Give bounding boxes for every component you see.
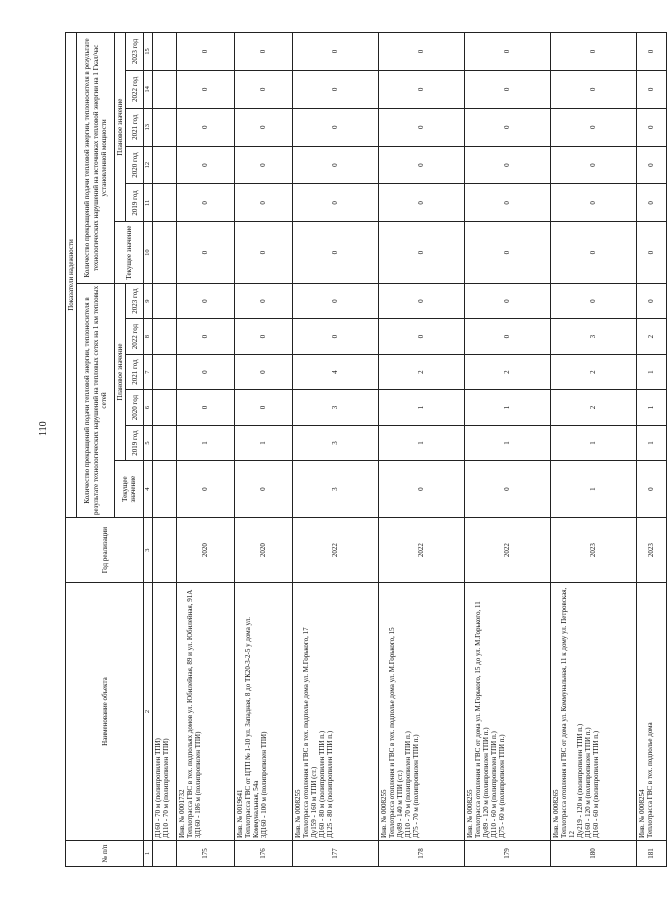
column-number: 13 [144, 108, 152, 146]
row-number: 181 [636, 840, 666, 866]
rotated-table-wrapper [65, 32, 656, 867]
table-row [152, 33, 176, 867]
source-value: 0 [378, 108, 464, 146]
object-name [378, 583, 464, 841]
planned-a-header: Плановое значение [115, 283, 126, 460]
network-value: 1 [636, 390, 666, 425]
current-a-header: Текущее значение [115, 461, 144, 518]
network-value: 1 [176, 425, 234, 460]
object-name-line: ЗД160 - 100 м (полипропилен ТПИ) [259, 731, 268, 838]
object-name [636, 583, 666, 841]
year-header: 2021 год [126, 354, 144, 389]
network-value: 1 [464, 390, 550, 425]
object-name-line: Д160 - 60 м (полипропилен ТПИ п.) [591, 730, 600, 838]
source-value [152, 146, 176, 184]
network-value: 0 [464, 283, 550, 318]
network-value: 0 [464, 319, 550, 354]
network-value: 0 [234, 283, 292, 318]
object-name-line: Ду89 - 120 м (полипропилен ТПИ п.) [481, 727, 490, 838]
source-value [152, 70, 176, 108]
network-value: 0 [176, 461, 234, 518]
table-row [550, 33, 636, 867]
column-number: 5 [144, 425, 152, 460]
source-value: 0 [292, 146, 378, 184]
source-value: 0 [234, 184, 292, 222]
source-value: 0 [234, 222, 292, 284]
source-value: 0 [378, 184, 464, 222]
realization-year: 2022 [292, 518, 378, 583]
object-name-line: Теплотрасса отопления и ГВС от дома ул. Коммунальная, 11 к дому ул. Петровская, 12 [559, 587, 576, 838]
object-name-line: Ду89 - 140 м ТПИ (ст.) [395, 770, 404, 838]
year-header: 2022 год [126, 70, 144, 108]
source-value: 0 [636, 108, 666, 146]
source-value: 0 [234, 70, 292, 108]
network-value [152, 319, 176, 354]
object-name-line: Д75 - 70 м (полипропилен ТПИ п.) [411, 734, 420, 838]
network-value: 3 [292, 461, 378, 518]
reliability-table [65, 32, 667, 867]
source-value [152, 184, 176, 222]
col-name-header: Наименование объекта [66, 583, 144, 841]
network-value: 2 [550, 390, 636, 425]
network-value: 1 [378, 425, 464, 460]
table-row [636, 33, 666, 867]
object-name [176, 583, 234, 841]
source-value: 0 [464, 222, 550, 284]
column-number: 3 [144, 518, 152, 583]
year-header: 2019 год [126, 425, 144, 460]
network-value: 0 [378, 319, 464, 354]
object-name [550, 583, 636, 841]
source-value: 0 [550, 108, 636, 146]
object-name-line: Теплотрасса отопления и ГВС в тех. подполье дома ул. М.Горького, 15 [387, 627, 396, 838]
network-value [152, 461, 176, 518]
network-value: 2 [464, 354, 550, 389]
current-b-header: Текущее значение [115, 222, 144, 284]
object-name-line: ЗД160 - 186 м (полипропилен ТПИ) [193, 731, 202, 838]
source-value: 0 [234, 146, 292, 184]
network-value: 0 [550, 283, 636, 318]
table-row [378, 33, 464, 867]
network-value: 0 [636, 283, 666, 318]
source-value: 0 [636, 70, 666, 108]
source-value: 0 [378, 33, 464, 71]
object-name [152, 583, 176, 841]
year-header: 2023 год [126, 283, 144, 318]
source-value [152, 108, 176, 146]
network-value: 1 [378, 390, 464, 425]
source-value: 0 [378, 146, 464, 184]
object-name-line: Инв. № 0001732 [177, 789, 186, 838]
object-name-line: Ду219 - 120 м (полипропилен ТПИ п.) [575, 723, 584, 838]
row-number: 179 [464, 840, 550, 866]
source-value: 0 [176, 33, 234, 71]
source-value: 0 [636, 33, 666, 71]
source-value: 0 [378, 222, 464, 284]
source-value: 0 [292, 33, 378, 71]
object-name-line: Д160 - 70 м (полипропилен ТПИ) [153, 738, 162, 838]
object-name-line: Инв. № 0019641 [235, 789, 244, 838]
column-number: 10 [144, 222, 152, 284]
network-value: 0 [234, 319, 292, 354]
column-number: 15 [144, 33, 152, 71]
source-value: 0 [550, 222, 636, 284]
table-body [152, 33, 666, 867]
network-value [152, 354, 176, 389]
column-number: 9 [144, 283, 152, 318]
object-name-line: Инв. № 0008265 [551, 789, 560, 838]
source-value: 0 [550, 70, 636, 108]
table-row [234, 33, 292, 867]
page-number: 110 [38, 421, 49, 436]
network-value: 4 [292, 354, 378, 389]
source-value: 0 [176, 222, 234, 284]
object-name-line: Теплотрасса отопления и ГВС от дома ул. М.Горького, 15 до ул. М.Горького, 11 [473, 601, 482, 838]
object-name-line: Д110 - 70 м (полипропилен ТПИ) [161, 738, 170, 838]
year-header: 2020 год [126, 146, 144, 184]
column-number: 2 [144, 583, 152, 841]
network-value: 2 [378, 354, 464, 389]
network-value: 3 [550, 319, 636, 354]
source-value: 0 [464, 146, 550, 184]
realization-year: 2020 [176, 518, 234, 583]
network-value [152, 283, 176, 318]
reliability-header: Показатели надежности [66, 33, 77, 518]
row-number: 180 [550, 840, 636, 866]
row-number: 175 [176, 840, 234, 866]
object-name-line: Инв. № 0008255 [465, 789, 474, 838]
table-row [292, 33, 378, 867]
col-no-header: № п/п [66, 840, 144, 866]
object-name-line: Теплотрасса ГВС от ЦТП № 1-10 ул. Западная, 8 до ТК20-3-2-5 у дома ул. Коммунальная, 54а [243, 617, 260, 838]
source-value: 0 [234, 108, 292, 146]
object-name-line: Д110 - 60 м (полипропилен ТПИ п.) [489, 731, 498, 838]
network-value: 0 [292, 283, 378, 318]
network-value: 1 [550, 425, 636, 460]
source-value: 0 [550, 146, 636, 184]
source-value: 0 [176, 184, 234, 222]
object-name [464, 583, 550, 841]
source-value: 0 [464, 70, 550, 108]
network-value: 1 [464, 425, 550, 460]
row-number: 177 [292, 840, 378, 866]
source-value: 0 [464, 184, 550, 222]
object-name-line: Инв. № 0008255 [293, 789, 302, 838]
year-header: 2020 год [126, 390, 144, 425]
network-value: 1 [636, 354, 666, 389]
network-value: 1 [550, 461, 636, 518]
network-value: 2 [550, 354, 636, 389]
column-number: 1 [144, 840, 152, 866]
source-value: 0 [176, 70, 234, 108]
column-number: 4 [144, 461, 152, 518]
network-value: 0 [176, 354, 234, 389]
source-value [152, 222, 176, 284]
network-value: 1 [234, 425, 292, 460]
network-value: 0 [464, 461, 550, 518]
network-value: 0 [378, 461, 464, 518]
network-value [152, 390, 176, 425]
object-name-line: Д160 - 80 м (полипропилен ТПИ п.) [317, 730, 326, 838]
realization-year: 2020 [234, 518, 292, 583]
source-value: 0 [550, 33, 636, 71]
group-b-header: Количество прекращений подачи тепловой энергии, теплоносителя в результате технологических нарушений на источниках тепловой энергии на 1 Гкал/час установленной мощности [77, 33, 115, 284]
source-value: 0 [234, 33, 292, 71]
object-name-line: Теплотрасса ГВС в тех. подпольях домов ул. Юбилейная, 89 и ул. Юбилейная, 91А [185, 589, 194, 838]
network-value: 2 [636, 319, 666, 354]
year-header: 2022 год [126, 319, 144, 354]
table-row [176, 33, 234, 867]
network-value: 3 [292, 390, 378, 425]
object-name-line: Инв. № 0008254 [637, 789, 646, 838]
realization-year: 2022 [464, 518, 550, 583]
column-number: 6 [144, 390, 152, 425]
realization-year: 2023 [636, 518, 666, 583]
network-value: 0 [636, 461, 666, 518]
group-a-header: Количество прекращений подачи тепловой энергии, теплоносителя в результате технологических нарушений на тепловых сетях на 1 км тепловых сетей [77, 283, 115, 517]
network-value: 0 [176, 390, 234, 425]
network-value: 0 [378, 283, 464, 318]
planned-b-header: Плановое значение [115, 33, 126, 222]
column-number: 8 [144, 319, 152, 354]
network-value: 1 [636, 425, 666, 460]
object-name [234, 583, 292, 841]
column-number: 11 [144, 184, 152, 222]
network-value: 0 [234, 354, 292, 389]
column-number: 14 [144, 70, 152, 108]
object-name-line: Д125 - 80 м (полипропилен ТПИ п.) [325, 730, 334, 838]
source-value: 0 [176, 146, 234, 184]
source-value: 0 [292, 184, 378, 222]
year-header: 2019 год [126, 184, 144, 222]
table-row [464, 33, 550, 867]
year-header: 2023 год [126, 33, 144, 71]
source-value [152, 33, 176, 71]
realization-year: 2022 [378, 518, 464, 583]
object-name-line: Д160 - 120 м (полипропилен ТПИ п.) [583, 727, 592, 838]
network-value: 0 [292, 319, 378, 354]
year-header: 2021 год [126, 108, 144, 146]
source-value: 0 [636, 222, 666, 284]
realization-year [152, 518, 176, 583]
source-value: 0 [464, 33, 550, 71]
row-number: 176 [234, 840, 292, 866]
network-value: 0 [176, 319, 234, 354]
source-value: 0 [464, 108, 550, 146]
column-number: 7 [144, 354, 152, 389]
source-value: 0 [550, 184, 636, 222]
source-value: 0 [292, 108, 378, 146]
network-value: 0 [234, 461, 292, 518]
source-value: 0 [176, 108, 234, 146]
source-value: 0 [636, 146, 666, 184]
object-name [292, 583, 378, 841]
object-name-line: Д75 - 60 м (полипропилен ТПИ п.) [497, 734, 506, 838]
object-name-line: Д110 - 70 м (полипропилен ТПИ п.) [403, 731, 412, 838]
source-value: 0 [378, 70, 464, 108]
network-value: 3 [292, 425, 378, 460]
column-number: 12 [144, 146, 152, 184]
source-value: 0 [636, 184, 666, 222]
row-number [152, 840, 176, 866]
object-name-line: Инв. № 0008255 [379, 789, 388, 838]
col-year-header: Год реализации [66, 518, 144, 583]
network-value [152, 425, 176, 460]
row-number: 178 [378, 840, 464, 866]
network-value: 0 [234, 390, 292, 425]
object-name-line: Ду159 - 160 м ТПИ (ст.) [309, 766, 318, 838]
object-name-line: Теплотрасса отопления и ГВС в тех. подполье дома ул. М.Горького, 17 [301, 627, 310, 838]
source-value: 0 [292, 222, 378, 284]
source-value: 0 [292, 70, 378, 108]
network-value: 0 [176, 283, 234, 318]
realization-year: 2023 [550, 518, 636, 583]
object-name-line: Теплотрасса ГВС в тех. подполье дома [645, 722, 654, 838]
